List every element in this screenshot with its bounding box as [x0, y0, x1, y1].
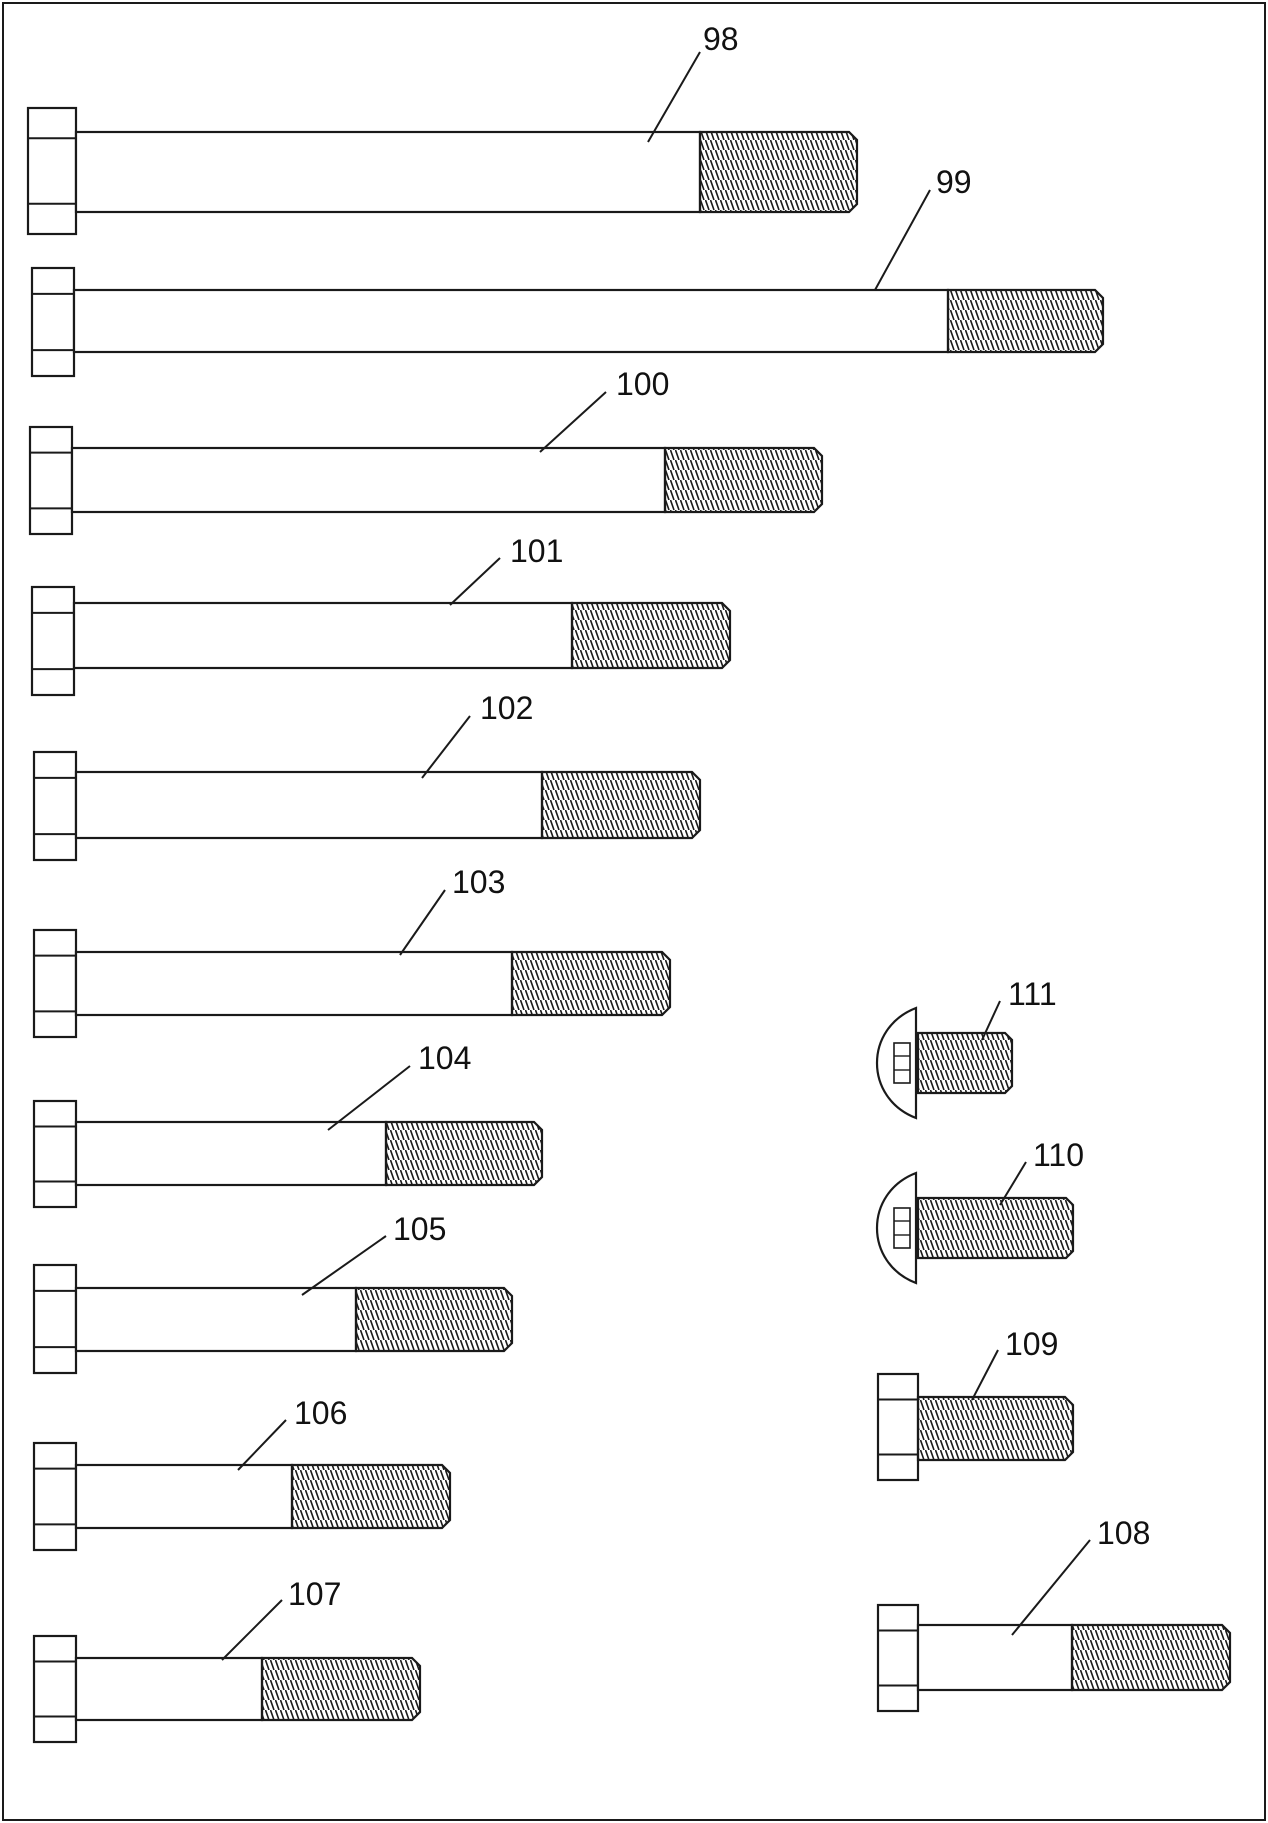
- bolt-head: [32, 587, 74, 695]
- bolt-shank: [74, 290, 948, 352]
- callout-label-105: 105: [393, 1211, 447, 1247]
- bolt-head: [34, 930, 76, 1037]
- bolt-shank: [76, 1122, 386, 1185]
- bolt-head: [34, 1636, 76, 1742]
- callout-label-101: 101: [510, 533, 564, 569]
- bolt-head: [34, 752, 76, 860]
- callout-label-98: 98: [703, 21, 739, 57]
- bolt-thread: [700, 132, 857, 212]
- callout-label-106: 106: [294, 1395, 348, 1431]
- callout-label-99: 99: [936, 164, 972, 200]
- bolt-head: [34, 1443, 76, 1550]
- screw-thread: [918, 1198, 1073, 1258]
- bolt-shank: [72, 448, 665, 512]
- bolt-head: [32, 268, 74, 376]
- bolt-thread: [356, 1288, 512, 1351]
- callout-label-103: 103: [452, 864, 506, 900]
- diagram-frame: [3, 3, 1265, 1820]
- bolt-thread: [918, 1397, 1073, 1460]
- bolt-head: [34, 1265, 76, 1373]
- callout-label-109: 109: [1005, 1326, 1059, 1362]
- bolt-shank: [76, 952, 512, 1015]
- bolt-thread: [512, 952, 670, 1015]
- bolt-thread: [572, 603, 730, 668]
- bolt-thread: [542, 772, 700, 838]
- bolt-thread: [386, 1122, 542, 1185]
- bolt-thread: [948, 290, 1103, 352]
- bolt-shank: [76, 132, 700, 212]
- bolt-head: [28, 108, 76, 234]
- bolt-head: [30, 427, 72, 534]
- callout-label-107: 107: [288, 1576, 342, 1612]
- bolt-shank: [76, 1465, 292, 1528]
- callout-label-108: 108: [1097, 1515, 1151, 1551]
- bolt-shank: [76, 1288, 356, 1351]
- bolt-head: [878, 1605, 918, 1711]
- screw-thread: [918, 1033, 1012, 1093]
- callout-label-100: 100: [616, 366, 670, 402]
- bolt-thread: [1072, 1625, 1230, 1690]
- bolt-thread: [262, 1658, 420, 1720]
- bolt-head: [878, 1374, 918, 1480]
- bolt-thread: [292, 1465, 450, 1528]
- bolt-head: [34, 1101, 76, 1207]
- callout-label-104: 104: [418, 1040, 472, 1076]
- callout-label-110: 110: [1033, 1137, 1085, 1173]
- bolt-shank: [918, 1625, 1072, 1690]
- callout-label-102: 102: [480, 690, 534, 726]
- bolt-shank: [74, 603, 572, 668]
- bolt-shank: [76, 772, 542, 838]
- callout-label-111: 111: [1008, 976, 1057, 1012]
- bolt-thread: [665, 448, 822, 512]
- bolt-shank: [76, 1658, 262, 1720]
